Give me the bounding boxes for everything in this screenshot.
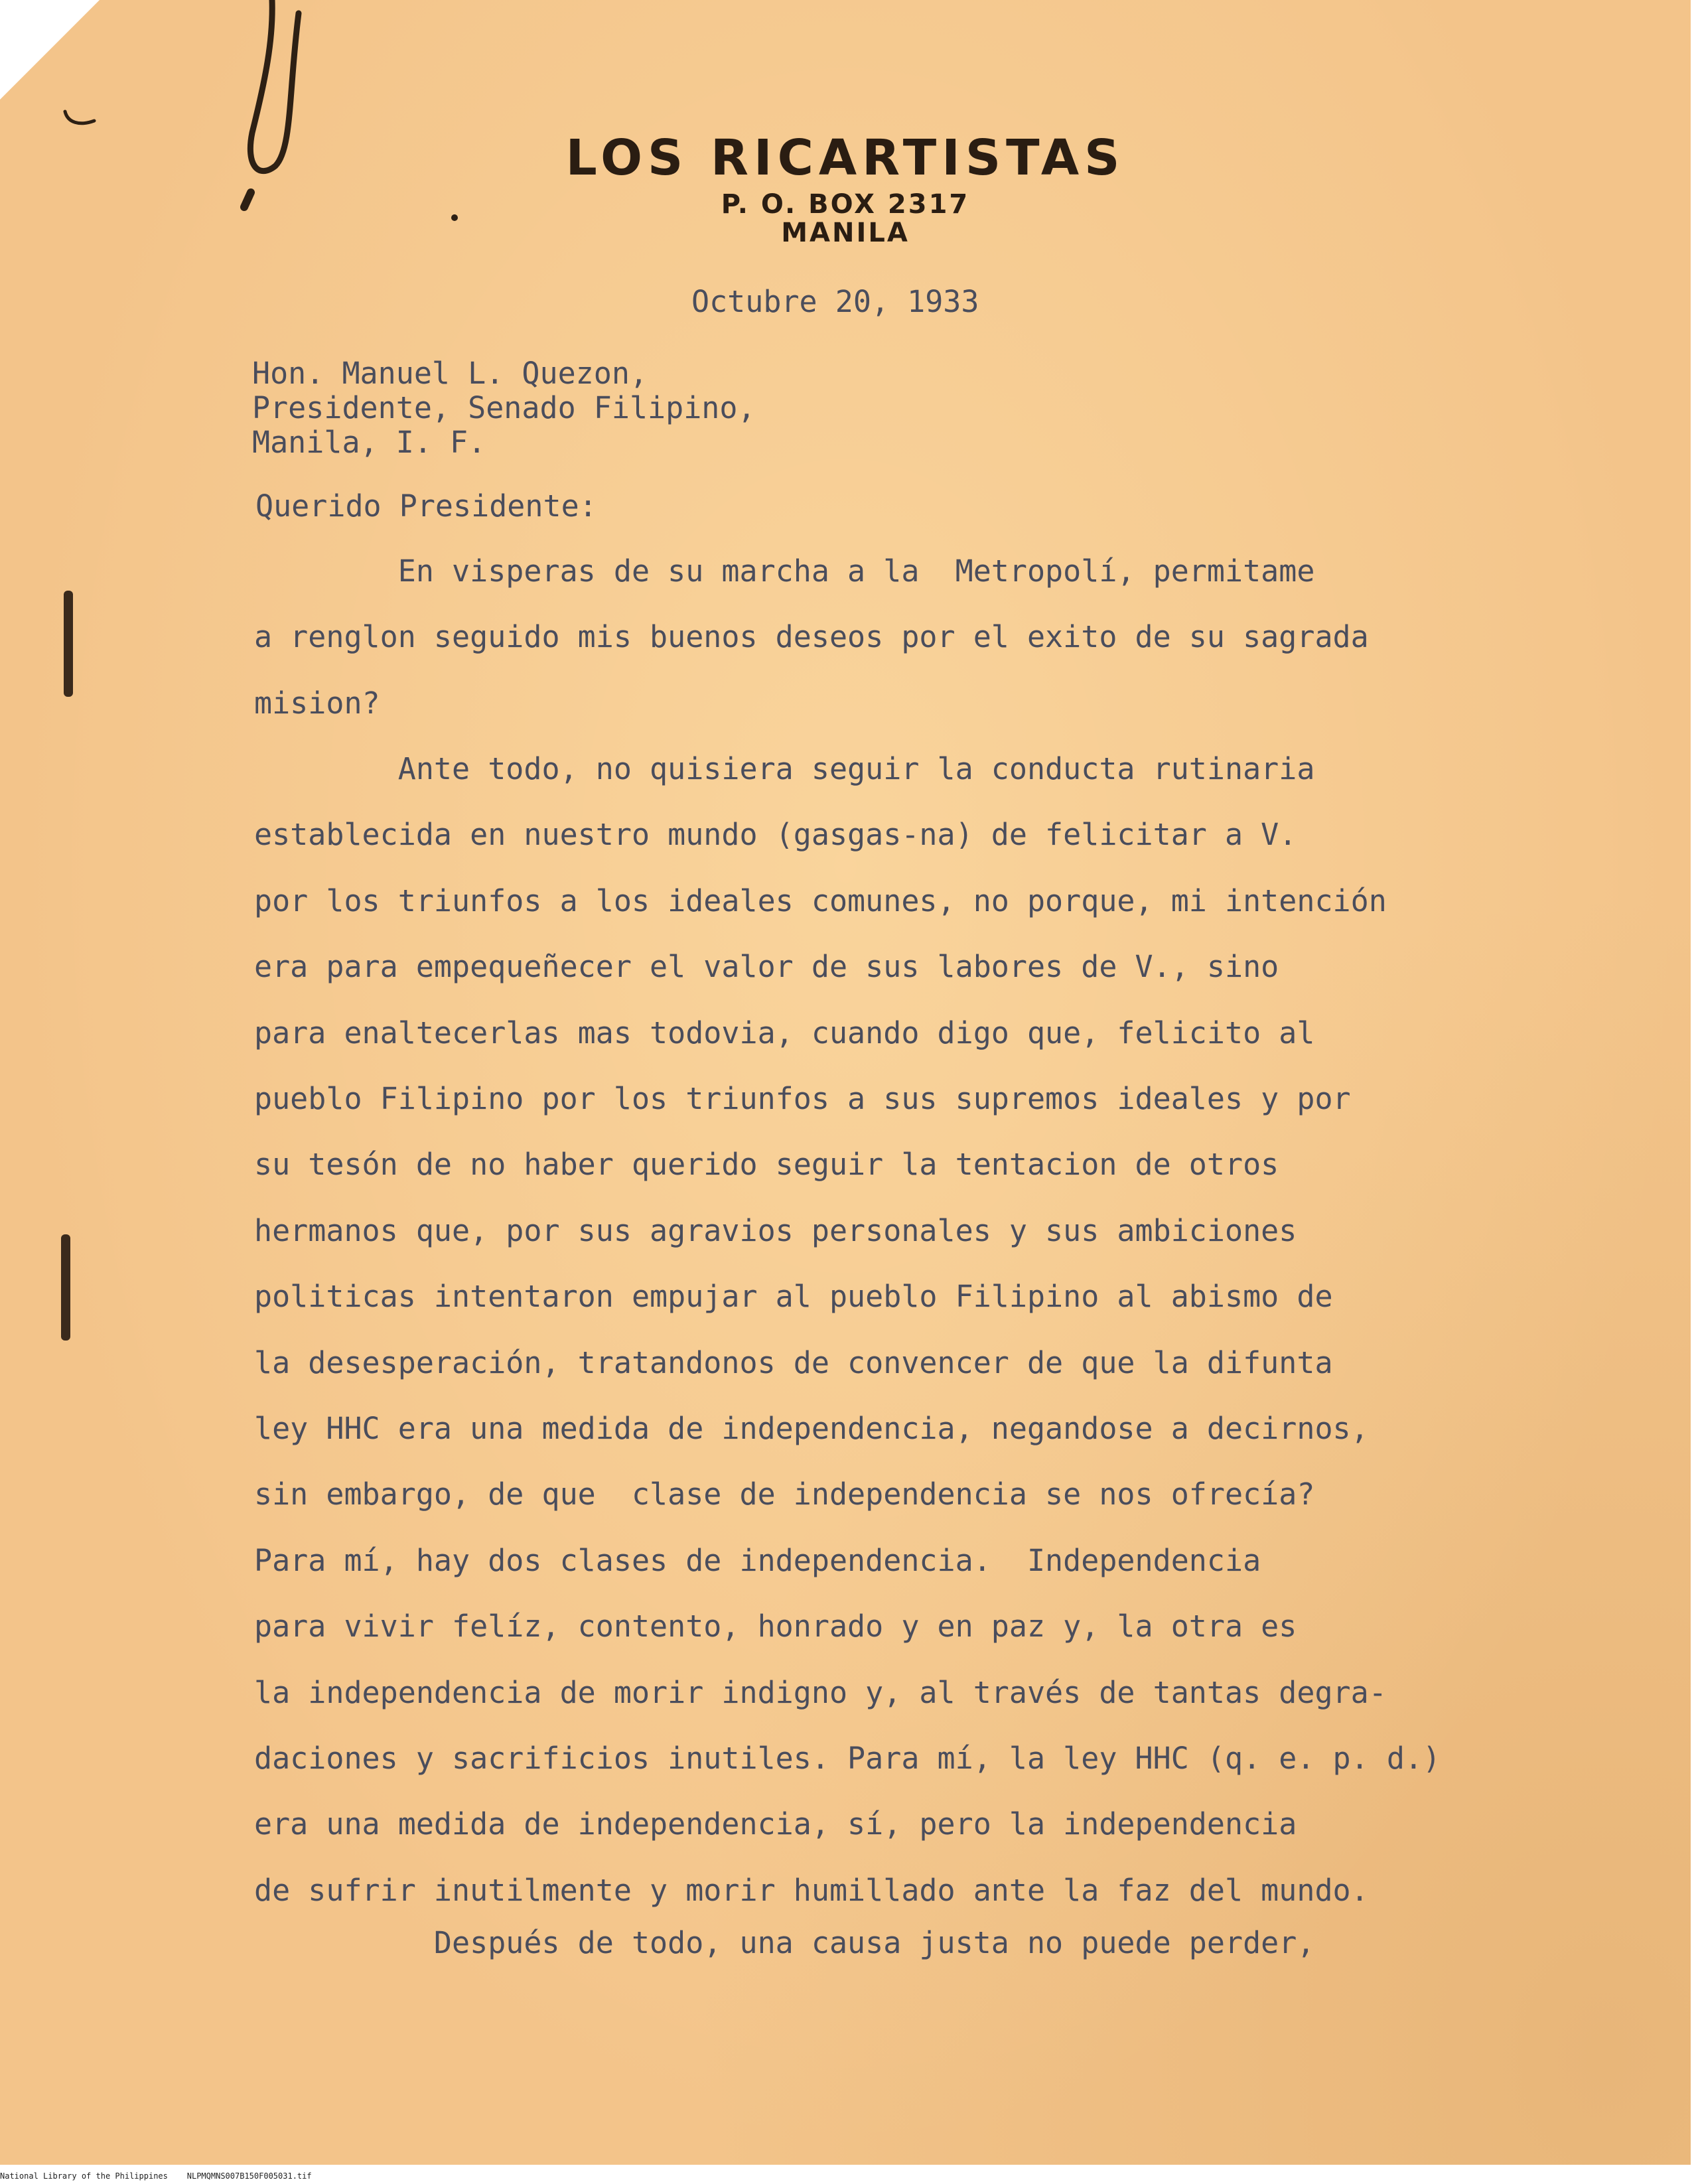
- ink-mark-icon: [60, 106, 100, 133]
- letterhead-org-name: LOS RICARTISTAS: [565, 129, 1125, 186]
- body-line: la independencia de morir indigno y, al través de tantas degra-: [254, 1675, 1387, 1710]
- body-line: para vivir felíz, contento, honrado y en paz y, la otra es: [254, 1609, 1297, 1644]
- body-line: Después de todo, una causa justa no puede perder,: [254, 1925, 1315, 1960]
- body-line: Para mí, hay dos clases de independencia. Independencia: [254, 1543, 1261, 1578]
- body-line: politicas intentaron empujar al pueblo Filipino al abismo de: [254, 1279, 1333, 1314]
- body-line: Ante todo, no quisiera seguir la conducta rutinaria: [254, 751, 1315, 786]
- body-line: sin embargo, de que clase de independencia se nos ofrecía?: [254, 1477, 1315, 1512]
- letterhead-city: MANILA: [781, 218, 910, 248]
- scan-footer-caption: National Library of the Philippines NLPMQMNS007B150F005031.tif: [0, 2171, 312, 2181]
- address-line-1: Hon. Manuel L. Quezon,: [252, 356, 648, 391]
- torn-corner: [0, 0, 100, 100]
- address-line-3: Manila, I. F.: [252, 425, 486, 460]
- address-line-2: Presidente, Senado Filipino,: [252, 390, 756, 425]
- body-line: hermanos que, por sus agravios personales y sus ambiciones: [254, 1213, 1297, 1248]
- body-line: pueblo Filipino por los triunfos a sus supremos ideales y por: [254, 1081, 1351, 1116]
- body-line: para enaltecerlas mas todovia, cuando digo que, felicito al: [254, 1015, 1315, 1051]
- body-line: era para empequeñecer el valor de sus labores de V., sino: [254, 949, 1279, 984]
- letter-date: Octubre 20, 1933: [691, 284, 979, 319]
- body-line: ley HHC era una medida de independencia, negandose a decirnos,: [254, 1411, 1369, 1446]
- body-line: su tesón de no haber querido seguir la tentacion de otros: [254, 1147, 1279, 1182]
- binding-hole-lower: [61, 1234, 70, 1341]
- letterhead-po-box: P. O. BOX 2317: [721, 189, 970, 220]
- body-line: En visperas de su marcha a la Metropolí, permitame: [254, 553, 1315, 589]
- body-line: de sufrir inutilmente y morir humillado ante la faz del mundo.: [254, 1873, 1369, 1908]
- body-line: por los triunfos a los ideales comunes, no porque, mi intención: [254, 883, 1387, 918]
- body-line: establecida en nuestro mundo (gasgas-na) de felicitar a V.: [254, 817, 1297, 852]
- body-line: era una medida de independencia, sí, pero la independencia: [254, 1806, 1297, 1842]
- body-line: daciones y sacrificios inutiles. Para mí, la ley HHC (q. e. p. d.): [254, 1741, 1441, 1776]
- salutation: Querido Presidente:: [255, 488, 597, 524]
- body-line: a renglon seguido mis buenos deseos por el exito de su sagrada: [254, 619, 1369, 654]
- binding-hole-upper: [64, 591, 73, 697]
- body-line: mision?: [254, 686, 380, 721]
- body-line: la desesperación, tratandonos de convencer de que la difunta: [254, 1345, 1333, 1380]
